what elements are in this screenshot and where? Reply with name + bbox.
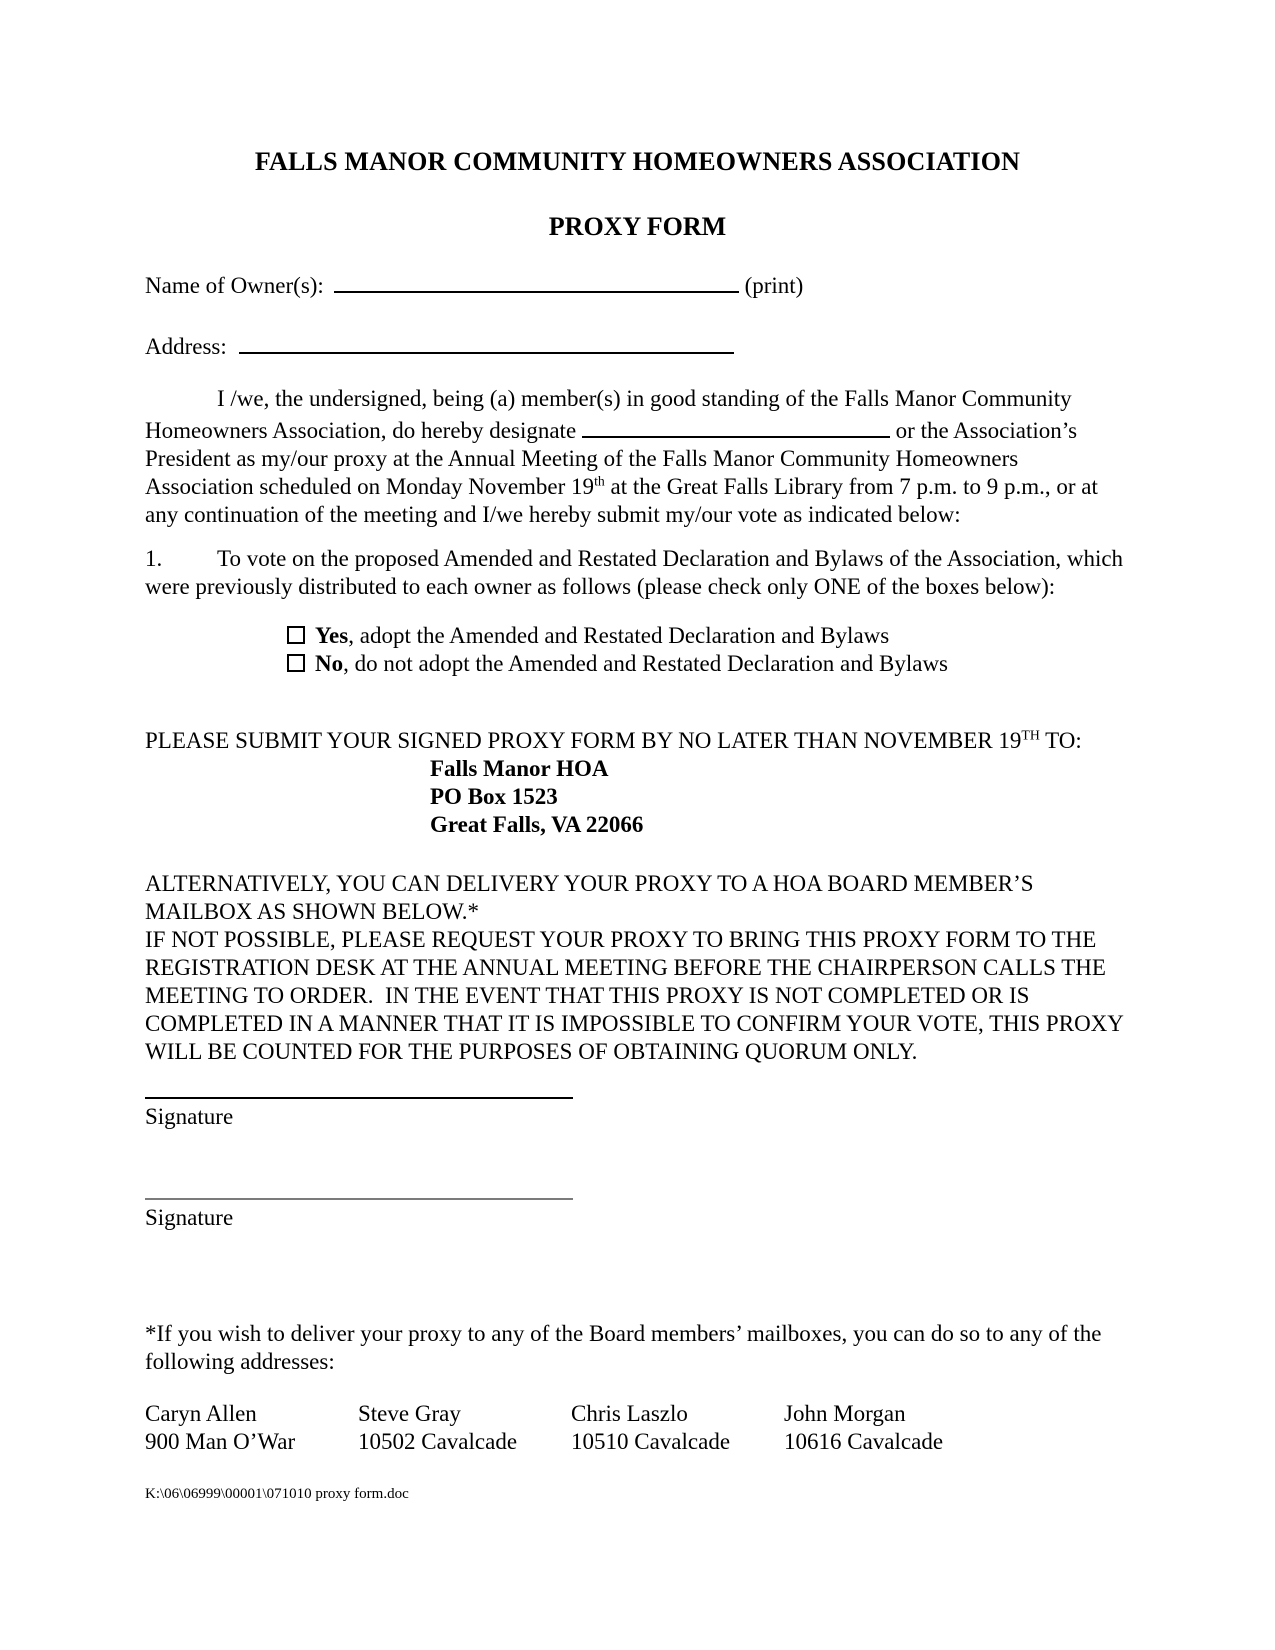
no-label: No: [315, 651, 344, 676]
signature-label-1: Signature: [145, 1104, 234, 1129]
alternative-delivery-paragraph: [145, 870, 1130, 1066]
signature-line-2[interactable]: [145, 1198, 573, 1200]
submit-text-1: PLEASE SUBMIT YOUR SIGNED PROXY FORM BY NO LATER THAN NOVEMBER 19: [145, 728, 1022, 753]
address-blank[interactable]: [239, 329, 734, 354]
designate-blank[interactable]: [582, 413, 890, 438]
hoa-name: Falls Manor HOA: [430, 756, 609, 781]
address-label: Address:: [145, 334, 227, 359]
vote-options: [287, 622, 1130, 678]
item-text: To vote on the proposed Amended and Restated Declaration and Bylaws of the Association, which were previously distributed to each owner as follows (please check only ONE of the boxes below):: [145, 546, 1124, 599]
board-member: [571, 1400, 784, 1456]
intro-text-3: at the Great Falls Library from 7 p.m. to 9 p.m., or at any continuation of the meeting and I/we hereby submit my/our vote as indicated below:: [145, 474, 1098, 527]
owner-name-blank[interactable]: [334, 268, 739, 293]
document-title: FALLS MANOR COMMUNITY HOMEOWNERS ASSOCIATION: [254, 147, 1021, 176]
alternative-text-2: IF NOT POSSIBLE, PLEASE REQUEST YOUR PROXY TO BRING THIS PROXY FORM TO THE REGISTRATION DESK AT THE ANNUAL MEETING BEFORE THE CHAIRPERSON CALLS THE MEETING TO ORDER. IN THE EVENT THAT THIS PROXY IS NOT COMPLETED OR IS COMPLETED IN A MANNER THAT IT IS IMPOSSIBLE TO CONFIRM YOUR VOTE, THIS PROXY WILL BE COUNTED FOR THE PURPOSES OF OBTAINING QUORUM ONLY.: [145, 927, 1124, 1064]
print-hint: (print): [738, 273, 804, 298]
owner-name-row: [145, 268, 1130, 300]
intro-text-2: or the Association’s President as my/our proxy at the Annual Meeting of the Falls Manor Community Homeowners Association scheduled on Monday November 19: [145, 418, 1078, 499]
vote-item-paragraph: [145, 545, 1130, 601]
board-member-name: John Morgan: [784, 1401, 906, 1426]
board-members-list: [145, 1400, 1130, 1456]
submit-instruction: [145, 727, 1130, 755]
hoa-po-box: PO Box 1523: [430, 784, 558, 809]
intro-text-1: I /we, the undersigned, being (a) member(s) in good standing of the Falls Manor Community Homeowners Association, do hereby designate: [145, 386, 1072, 443]
owner-name-label: Name of Owner(s):: [145, 273, 324, 298]
board-member: [358, 1400, 571, 1456]
hoa-city-state-zip: Great Falls, VA 22066: [430, 812, 644, 837]
board-member: [784, 1400, 943, 1456]
board-member-address: 900 Man O’War: [145, 1429, 296, 1454]
yes-checkbox[interactable]: [287, 626, 305, 644]
signature-line-1[interactable]: [145, 1097, 573, 1099]
board-member-address: 10616 Cavalcade: [784, 1429, 944, 1454]
hoa-mailing-address: [430, 755, 1130, 839]
board-member-address: 10510 Cavalcade: [571, 1429, 731, 1454]
option-yes: [287, 622, 1130, 650]
address-row: [145, 329, 1130, 361]
date-superscript: th: [594, 473, 605, 489]
submit-text-2: TO:: [1039, 728, 1082, 753]
board-member-name: Chris Laszlo: [571, 1401, 688, 1426]
no-text: , do not adopt the Amended and Restated Declaration and Bylaws: [343, 651, 948, 676]
yes-text: , adopt the Amended and Restated Declaration and Bylaws: [348, 623, 890, 648]
intro-paragraph: [145, 385, 1130, 529]
board-member-name: Caryn Allen: [145, 1401, 257, 1426]
board-member-address: 10502 Cavalcade: [358, 1429, 518, 1454]
signature-label-2: Signature: [145, 1205, 234, 1230]
alternative-text-1: ALTERNATIVELY, YOU CAN DELIVERY YOUR PROXY TO A HOA BOARD MEMBER’S MAILBOX AS SHOWN BELOW.*: [145, 871, 1034, 924]
submit-date-superscript: TH: [1021, 727, 1040, 743]
item-number: 1.: [145, 546, 163, 571]
board-member: [145, 1400, 358, 1456]
footnote-paragraph: *If you wish to deliver your proxy to any of the Board members’ mailboxes, you can do so to any of the following addresses:: [145, 1321, 1102, 1374]
board-member-name: Steve Gray: [358, 1401, 461, 1426]
no-checkbox[interactable]: [287, 654, 305, 672]
document-subtitle: PROXY FORM: [548, 212, 727, 241]
file-path-footer: K:\06\06999\00001\071010 proxy form.doc: [145, 1486, 409, 1502]
yes-label: Yes: [315, 623, 349, 648]
option-no: [287, 650, 1130, 678]
